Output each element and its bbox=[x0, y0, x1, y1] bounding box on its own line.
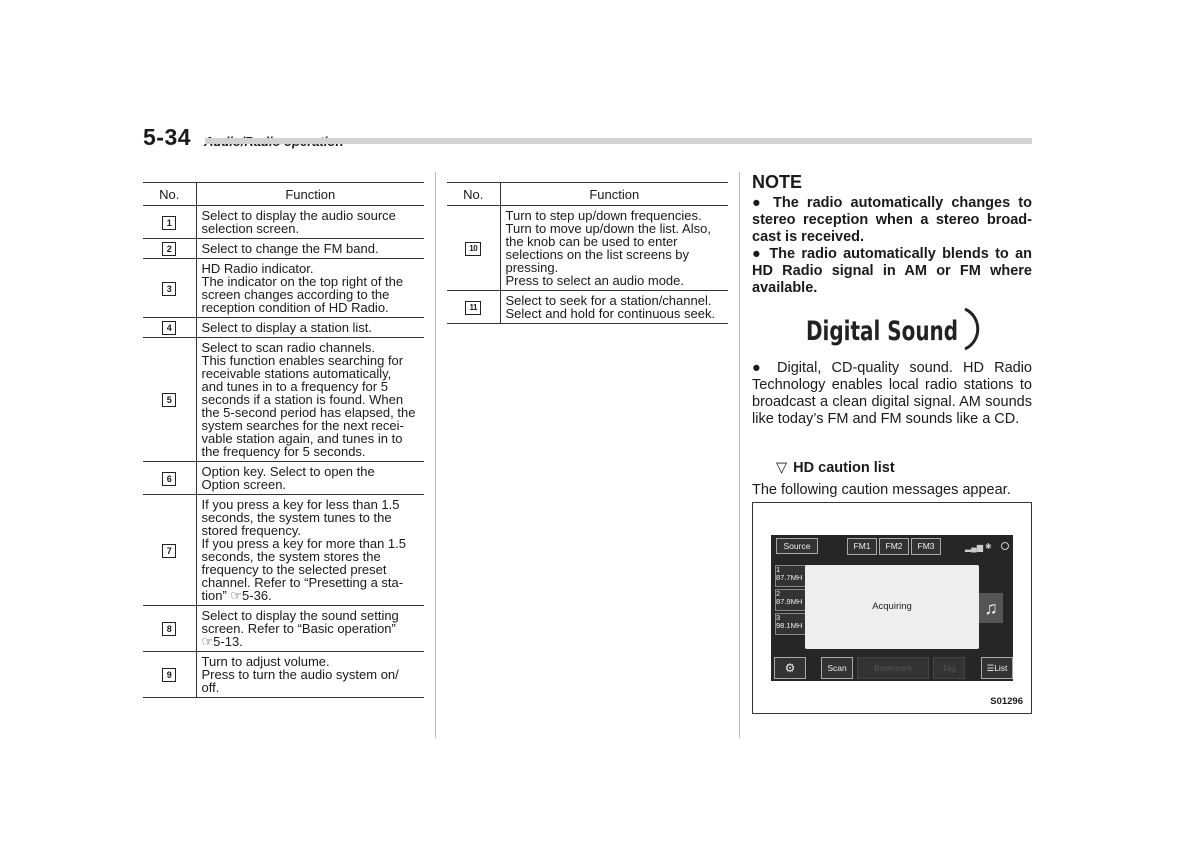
function-line: the knob can be used to enter bbox=[505, 234, 678, 249]
column-header-function: Function bbox=[500, 183, 728, 206]
band-fm1-button[interactable]: FM1 bbox=[847, 538, 877, 555]
function-line: Press to turn the audio system on/ bbox=[201, 667, 399, 682]
preset-number: 1 bbox=[776, 565, 781, 574]
subheading-text: HD caution list bbox=[793, 460, 895, 476]
function-description-cell bbox=[196, 495, 424, 606]
function-description-cell bbox=[196, 462, 424, 495]
source-button[interactable]: Source bbox=[776, 538, 818, 554]
hd-indicator-icon bbox=[1001, 542, 1009, 550]
function-line: Select and hold for continuous seek. bbox=[505, 306, 716, 321]
preset-frequency: 87.9MH bbox=[776, 597, 803, 606]
function-line: Select to change the FM band. bbox=[201, 241, 379, 256]
function-line: If you press a key for more than 1.5 bbox=[201, 536, 406, 551]
function-description-cell bbox=[196, 239, 424, 259]
function-table-left bbox=[143, 182, 424, 698]
row-number-cell bbox=[447, 291, 500, 324]
table-row bbox=[143, 318, 424, 338]
row-number-cell bbox=[447, 206, 500, 291]
function-line: Select to display the sound setting bbox=[201, 608, 399, 623]
hd-caution-heading bbox=[776, 460, 895, 476]
table-header-row bbox=[143, 183, 424, 206]
triangle-down-icon: ▽ bbox=[776, 460, 788, 476]
function-line: Press to select an audio mode. bbox=[505, 273, 684, 288]
function-description-cell bbox=[196, 318, 424, 338]
row-number-cell bbox=[143, 606, 196, 652]
description-text: Digital, CD-quality sound. HD Radio Technology enables local radio stations to broadcast a clean digital signal. AM sounds like today’s FM and FM sounds like a CD. bbox=[752, 360, 1032, 427]
signal-strength-icon: ▂▄▆ bbox=[965, 543, 983, 552]
note-item-text: The radio automatically blends to an HD Radio signal in AM or FM where available. bbox=[752, 246, 1032, 296]
function-line: seconds if a station is found. When bbox=[201, 392, 404, 407]
column-divider-right bbox=[739, 172, 740, 738]
table-row bbox=[143, 462, 424, 495]
row-number-cell bbox=[143, 206, 196, 239]
table-row bbox=[143, 652, 424, 698]
table-row bbox=[447, 291, 728, 324]
function-line: This function enables searching for bbox=[201, 353, 404, 368]
item-number-badge: 6 bbox=[162, 472, 176, 486]
function-line: If you press a key for less than 1.5 bbox=[201, 497, 400, 512]
function-line: selection screen. bbox=[201, 221, 300, 236]
page-header bbox=[143, 124, 1032, 154]
music-note-icon: ♫ bbox=[979, 593, 1003, 623]
column-divider-left bbox=[435, 172, 436, 738]
table-header-row bbox=[447, 183, 728, 206]
function-line: and tunes in to a frequency for 5 bbox=[201, 379, 388, 394]
preset-3-button[interactable] bbox=[775, 613, 807, 635]
column-header-function: Function bbox=[196, 183, 424, 206]
page-number: 5-34 bbox=[143, 124, 192, 150]
bluetooth-icon: ✱ bbox=[985, 542, 992, 551]
function-line: pressing. bbox=[505, 260, 559, 275]
function-line: vable station again, and tunes in to bbox=[201, 431, 403, 446]
caution-intro: The following caution messages appear. bbox=[752, 482, 1011, 498]
function-line: seconds, the system tunes to the bbox=[201, 510, 392, 525]
function-line: seconds, the system stores the bbox=[201, 549, 381, 564]
preset-2-button[interactable] bbox=[775, 589, 807, 611]
item-number-badge: 2 bbox=[162, 242, 176, 256]
function-description-cell bbox=[196, 606, 424, 652]
function-line: the frequency for 5 seconds. bbox=[201, 444, 366, 459]
item-number-badge: 11 bbox=[465, 301, 481, 315]
function-line: reception condition of HD Radio. bbox=[201, 300, 389, 315]
function-line: Select to scan radio channels. bbox=[201, 340, 375, 355]
function-line: Option key. Select to open the bbox=[201, 464, 375, 479]
list-icon: ☰ bbox=[986, 663, 995, 673]
function-line: screen. Refer to “Basic operation” bbox=[201, 621, 396, 636]
item-number-badge: 9 bbox=[162, 668, 176, 682]
row-number-cell bbox=[143, 652, 196, 698]
function-line: selections on the list screens by bbox=[505, 247, 690, 262]
preset-number: 2 bbox=[776, 589, 781, 598]
radio-screen-figure bbox=[752, 502, 1032, 714]
function-line: ☞5-13. bbox=[201, 634, 243, 649]
function-line: receivable stations automatically, bbox=[201, 366, 392, 381]
digital-sound-description: ● Digital, CD-quality sound. HD Radio Technology enables local radio stations to broadcast a clean digital signal. AM sounds like today’s FM and FM sounds like a CD. bbox=[752, 360, 1032, 427]
radio-screen bbox=[771, 535, 1013, 681]
item-number-badge: 3 bbox=[162, 282, 176, 296]
note-block bbox=[752, 172, 1032, 297]
table-row bbox=[143, 259, 424, 318]
bookmark-button[interactable]: Bookmark bbox=[857, 657, 929, 679]
function-line: Turn to move up/down the list. Also, bbox=[505, 221, 711, 236]
function-line: Turn to adjust volume. bbox=[201, 654, 330, 669]
function-description-cell bbox=[500, 206, 728, 291]
item-number-badge: 1 bbox=[162, 216, 176, 230]
header-rule bbox=[205, 138, 1032, 144]
row-number-cell bbox=[143, 462, 196, 495]
function-line: Select to seek for a station/channel. bbox=[505, 293, 712, 308]
dialog-message: Acquiring bbox=[872, 601, 912, 612]
function-line: Option screen. bbox=[201, 477, 287, 492]
row-number-cell bbox=[143, 259, 196, 318]
item-number-badge: 8 bbox=[162, 622, 176, 636]
item-number-badge: 4 bbox=[162, 321, 176, 335]
function-description-cell bbox=[196, 206, 424, 239]
column-header-no: No. bbox=[447, 183, 500, 206]
table-row bbox=[143, 239, 424, 259]
item-number-badge: 5 bbox=[162, 393, 176, 407]
item-number-badge: 7 bbox=[162, 544, 176, 558]
digital-sound-logo bbox=[804, 305, 984, 353]
preset-1-button[interactable] bbox=[775, 565, 807, 587]
acquiring-dialog bbox=[805, 565, 979, 649]
function-line: Select to display the audio source bbox=[201, 208, 396, 223]
function-line: Turn to step up/down frequencies. bbox=[505, 208, 702, 223]
band-fm3-button[interactable]: FM3 bbox=[911, 538, 941, 555]
function-description-cell bbox=[196, 652, 424, 698]
function-description-cell bbox=[196, 338, 424, 462]
table-row bbox=[143, 206, 424, 239]
function-line: the 5-second period has elapsed, the bbox=[201, 405, 416, 420]
function-line: channel. Refer to “Presetting a sta- bbox=[201, 575, 404, 590]
preset-number: 3 bbox=[776, 613, 781, 622]
function-description-cell bbox=[500, 291, 728, 324]
item-number-badge: 10 bbox=[465, 242, 481, 256]
note-item-hd-blend: ● The radio automatically blends to an HD Radio signal in AM or FM where available. bbox=[752, 246, 1032, 296]
band-fm2-button[interactable]: FM2 bbox=[879, 538, 909, 555]
gear-icon: ⚙ bbox=[784, 661, 796, 675]
note-item-text: The radio automatically changes to stereo reception when a stereo broad-cast is received. bbox=[752, 195, 1032, 245]
note-title: NOTE bbox=[752, 172, 803, 192]
table-row bbox=[143, 338, 424, 462]
scan-button[interactable]: Scan bbox=[821, 657, 853, 679]
function-line: Select to display a station list. bbox=[201, 320, 373, 335]
function-line: system searches for the next recei- bbox=[201, 418, 404, 433]
row-number-cell bbox=[143, 239, 196, 259]
note-item-stereo: ● The radio automatically changes to stereo reception when a stereo broad-cast is received. bbox=[752, 195, 1032, 245]
function-description-cell bbox=[196, 259, 424, 318]
table-row bbox=[143, 606, 424, 652]
list-button[interactable] bbox=[981, 657, 1013, 679]
function-line: screen changes according to the bbox=[201, 287, 390, 302]
list-label: List bbox=[994, 663, 1008, 673]
tag-button[interactable]: Tag bbox=[933, 657, 965, 679]
digital-sound-logo-graphic bbox=[804, 305, 984, 353]
function-line: tion” ☞5-36. bbox=[201, 588, 272, 603]
table-row bbox=[143, 495, 424, 606]
row-number-cell bbox=[143, 338, 196, 462]
function-line: The indicator on the top right of the bbox=[201, 274, 404, 289]
function-line: frequency to the selected preset bbox=[201, 562, 387, 577]
logo-text: Digital Sound bbox=[806, 316, 958, 347]
column-header-no: No. bbox=[143, 183, 196, 206]
preset-frequency: 98.1MH bbox=[776, 621, 803, 630]
option-button[interactable] bbox=[774, 657, 806, 679]
function-table-right bbox=[447, 182, 728, 324]
function-line: HD Radio indicator. bbox=[201, 261, 314, 276]
row-number-cell bbox=[143, 495, 196, 606]
figure-code: S01296 bbox=[990, 696, 1023, 707]
function-line: stored frequency. bbox=[201, 523, 301, 538]
preset-frequency: 87.7MH bbox=[776, 573, 803, 582]
function-line: off. bbox=[201, 680, 220, 695]
table-row bbox=[447, 206, 728, 291]
row-number-cell bbox=[143, 318, 196, 338]
